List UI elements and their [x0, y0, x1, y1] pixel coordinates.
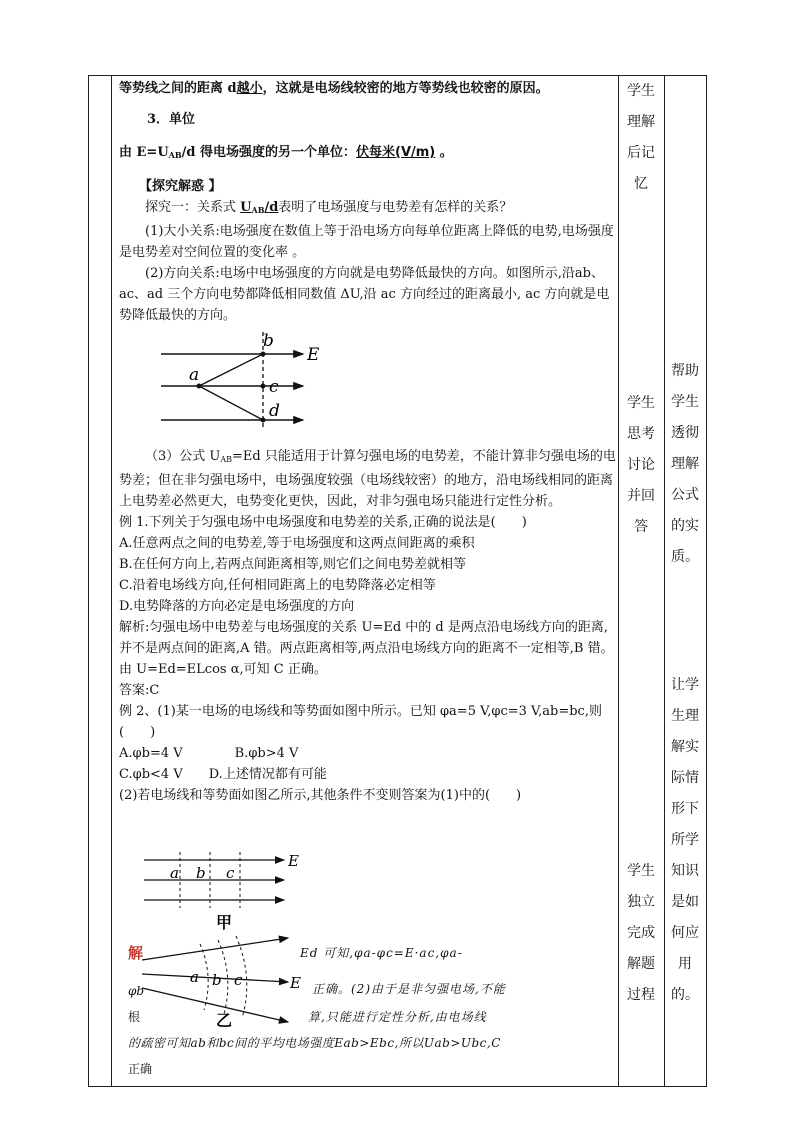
content-column [119, 76, 617, 806]
caption-yi: 乙 [216, 1011, 233, 1030]
label-b: b [263, 332, 274, 351]
label-a: a [189, 365, 200, 385]
example-1-option-b: B.在任何方向上,若两点间距离相等,则它们之间电势差就相等 [119, 557, 466, 572]
teacher-purpose-1: 帮助 学生 透彻 理解 公式 的实 质。 [671, 363, 699, 565]
example-1-option-d: D.电势降落的方向必定是电场强度的方向 [119, 599, 355, 614]
field-diagram-jia [128, 848, 318, 933]
example-1-analysis: 解析:匀强电场中电势差与电场强度的关系 U=Ed 中的 d 是两点沿电场线方向的距离,并不是两点间的距离,A 错。两点距离相等,两点沿电场线方向的距离不一定相等,B 错。由 U=Ed=ELcos α,可知 C 正确。 [119, 620, 614, 677]
column-divider [618, 75, 619, 1087]
explore-question: 探究一：关系式 $U_{AB}/d$表明了电场强度与电势差有怎样的关系？ [145, 200, 513, 215]
label-E: E [288, 852, 299, 870]
example-2-options-cd: C.φb<4 V D.上述情况都有可能 [119, 767, 327, 782]
label-c: c [226, 864, 235, 882]
student-note-3: 学生 独立 完成 解题 过程 [627, 863, 655, 1003]
caption-jia: 甲 [216, 913, 233, 932]
example-1-answer: 答案:C [119, 683, 160, 698]
label-d: d [269, 401, 280, 421]
example-2-part-2: (2)若电场线和等势面如图乙所示,其他条件不变则答案为(1)中的( ) [119, 788, 522, 803]
student-note-2: 学生 思考 讨论 并回 答 [627, 395, 655, 535]
label-a: a [170, 864, 179, 882]
point-b [261, 352, 266, 357]
label-a: a [190, 968, 199, 986]
field-line [142, 938, 288, 960]
explore-header: 【探究解惑 】 [139, 179, 222, 194]
example-1-question: 例 1.下列关于匀强电场中电场强度和电势差的关系,正确的说法是( ) [119, 515, 527, 530]
formula: $U_{AB}/d$ [240, 200, 279, 215]
analysis-fragment: 算,只能进行定性分析,由电场线 [308, 1010, 487, 1024]
formula-scope: （3）公式 $U_{AB}=Ed$ 只能适用于计算匀强电场的电势差，不能计算非匀强电场的电势差；但在非匀强电场中，电场强度较强（电场线较密）的地方，沿电场线相同的距离上电势差必然更大，电势变化更快，因此，对非匀强电场只能进行定性分析。 [119, 449, 616, 509]
label-c: c [234, 971, 243, 989]
teacher-purpose-2: 让学 生理 解实 际情 形下 所学 知识 是如 何应 用 的。 [671, 677, 699, 1003]
label-b: b [212, 971, 222, 989]
example-1-option-c: C.沿着电场线方向,任何相同距离上的电势降落必定相等 [119, 578, 436, 593]
example-2-options-ab: A.φb=4 V B.φb>4 V [119, 746, 299, 761]
column-divider [111, 75, 112, 1087]
segment-ad [199, 386, 263, 420]
field-diagram-1 [153, 332, 353, 440]
field-line [142, 988, 288, 1022]
point-c [261, 384, 266, 389]
label-E: E [290, 974, 301, 992]
label-b: b [196, 864, 206, 882]
analysis-fragment: φb [128, 984, 145, 998]
segment-ab [199, 354, 263, 386]
field-diagram-yi [138, 922, 318, 1032]
point-d [261, 418, 266, 423]
analysis-fragment: 正确 [128, 1062, 153, 1076]
column-divider [664, 75, 665, 1087]
student-note-1: 学生 理解 后记 忆 [627, 83, 655, 192]
example-1-option-a: A.任意两点之间的电势差,等于电场强度和这两点间距离的乘积 [119, 536, 475, 551]
example-2-question: 例 2、(1)某一电场的电场线和等势面如图中所示。已知 φa=5 V,φc=3 V,ab=bc,则( ) [119, 704, 602, 740]
analysis-fragment: 的疏密可知ab和bc间的平均电场强度Eab>Ebc,所以Uab>Ubc,C [128, 1036, 501, 1050]
distance-conclusion: 等势线之间的距离 d越小，这就是电场线较密的地方等势线也较密的原因。 [119, 81, 549, 96]
section-3-title: 3．单位 [147, 112, 196, 127]
analysis-fragment: 根 [128, 1010, 141, 1024]
magnitude-relation: (1)大小关系:电场强度在数值上等于沿电场方向每单位距离上降低的电势,电场强度是电势差对空间位置的变化率 。 [119, 224, 614, 260]
direction-relation: (2)方向关系:电场中电场强度的方向就是电势降低最快的方向。如图所示,沿ab、ac、ad 三个方向电势都降低相同数值 ΔU,沿 ac 方向经过的距离最小, ac 方向就是电势降低最快的方向。 [119, 266, 610, 323]
unit-line: 由 $E=U_{AB}/d$ 得电场强度的另一个单位：伏每米(V/m) 。 [119, 145, 453, 160]
label-c: c [269, 377, 279, 397]
analysis-fragment: 正确。(2)由于是非匀强电场,不能 [312, 982, 506, 996]
label-E: E [307, 345, 320, 365]
analysis-label-fragment: 解 [128, 944, 144, 962]
analysis-fragment: Ed 可知,φa-φc=E·ac,φa- [300, 946, 463, 960]
